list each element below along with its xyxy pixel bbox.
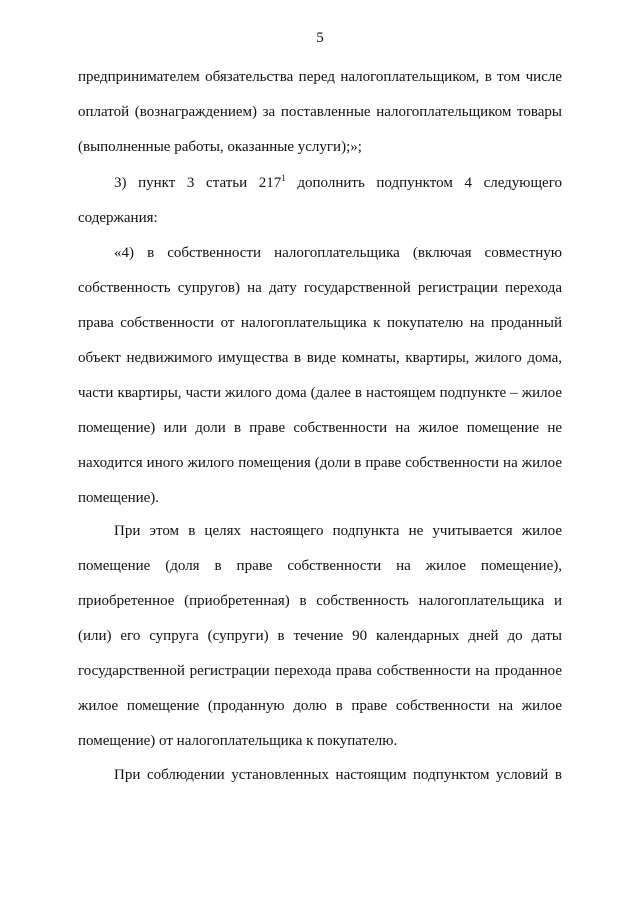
text-line: жилое помещение (проданную долю в праве собственности на жилое bbox=[78, 698, 562, 714]
superscript: 1 bbox=[281, 173, 286, 183]
text-fragment: дополнить подпунктом 4 следующего bbox=[285, 175, 562, 191]
text-line: содержания: bbox=[78, 210, 158, 226]
paragraph-continuation bbox=[78, 60, 562, 165]
text-line: части квартиры, части жилого дома (далее в настоящем подпункте – жилое bbox=[78, 385, 562, 401]
text-line: приобретенное (приобретенная) в собственность налогоплательщика и bbox=[78, 593, 562, 609]
text-line: «4) в собственности налогоплательщика (включая совместную bbox=[114, 245, 562, 261]
text-line: собственность супругов) на дату государственной регистрации перехода bbox=[78, 280, 562, 296]
text-line: государственной регистрации перехода права собственности на проданное bbox=[78, 663, 562, 679]
paragraph-subitem-4 bbox=[78, 236, 562, 516]
text-line: оплатой (вознаграждением) за поставленные налогоплательщиком товары bbox=[78, 104, 562, 120]
text-line bbox=[78, 166, 562, 201]
paragraph-item-3 bbox=[78, 166, 562, 236]
text-line: предпринимателем обязательства перед налогоплательщиком, в том числе bbox=[78, 69, 562, 85]
text-line: объект недвижимого имущества в виде комнаты, квартиры, жилого дома, bbox=[78, 350, 562, 366]
text-line: права собственности от налогоплательщика к покупателю на проданный bbox=[78, 315, 562, 331]
text-line: помещение). bbox=[78, 490, 160, 506]
paragraph-conditions bbox=[78, 758, 562, 793]
text-line: (выполненные работы, оказанные услуги);»; bbox=[78, 139, 362, 155]
text-line: помещение) от налогоплательщика к покупателю. bbox=[78, 733, 398, 749]
page-number: 5 bbox=[316, 30, 324, 46]
text-fragment: 3) пункт 3 статьи 217 bbox=[114, 175, 282, 191]
text-line: При соблюдении установленных настоящим подпунктом условий в bbox=[114, 767, 562, 783]
paragraph-exclusion bbox=[78, 514, 562, 759]
text-line: При этом в целях настоящего подпункта не учитывается жилое bbox=[114, 523, 562, 539]
text-line: находится иного жилого помещения (доли в праве собственности на жилое bbox=[78, 455, 562, 471]
text-line: помещение) или доли в праве собственности на жилое помещение не bbox=[78, 420, 562, 436]
text-line: помещение (доля в праве собственности на жилое помещение), bbox=[78, 558, 562, 574]
text-line: (или) его супруга (супруги) в течение 90 календарных дней до даты bbox=[78, 628, 562, 644]
